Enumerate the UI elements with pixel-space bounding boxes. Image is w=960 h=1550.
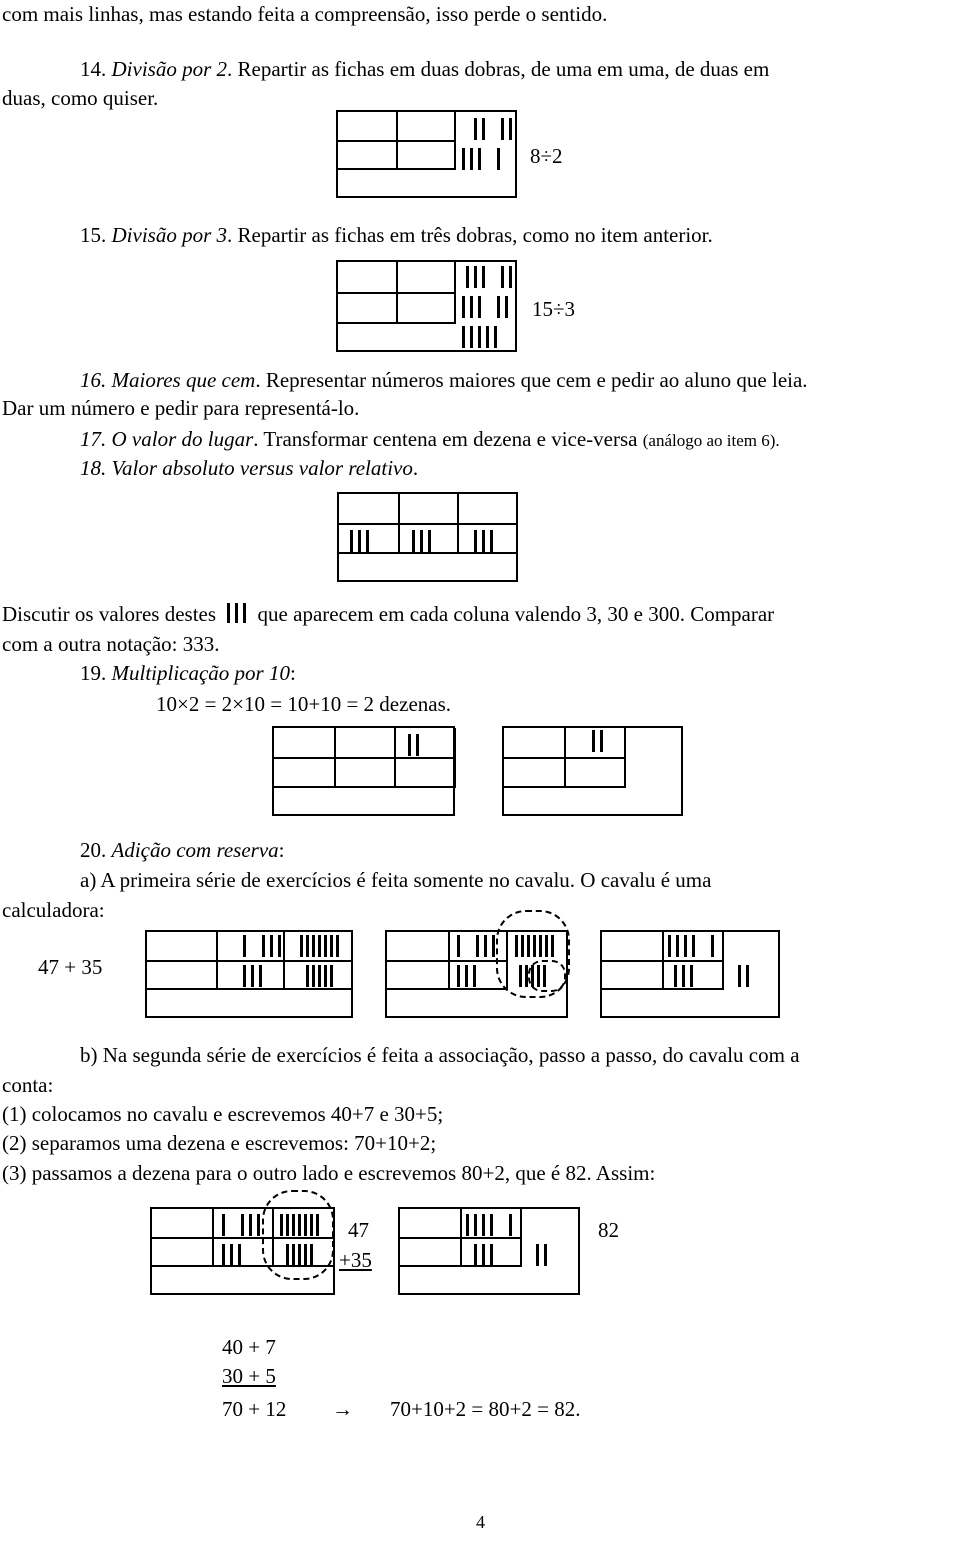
tally-marks xyxy=(474,530,493,552)
page-number: 4 xyxy=(476,1512,485,1532)
abacus-grid xyxy=(272,726,455,816)
division-label: 15÷3 xyxy=(532,297,576,321)
tally-marks xyxy=(738,965,749,987)
tally-marks xyxy=(668,935,714,957)
computation-result: 70+10+2 = 80+2 = 82. xyxy=(390,1397,581,1421)
number-82: 82 xyxy=(598,1218,619,1242)
tally-marks xyxy=(536,1244,547,1266)
text-line: com a outra notação: 333. xyxy=(2,632,220,656)
item-17-line: 17. O valor do lugar. Transformar centena em dezena e vice-versa (análogo ao item 6). xyxy=(80,427,780,451)
text-line: com mais linhas, mas estando feita a compreensão, isso perde o sentido. xyxy=(2,2,608,26)
tally-marks xyxy=(457,935,495,957)
sum-label: 47 + 35 xyxy=(38,955,103,979)
text-line: duas, como quiser. xyxy=(2,86,159,110)
number-47: 47 xyxy=(348,1218,369,1242)
division-label: 8÷2 xyxy=(530,144,563,168)
tally-marks xyxy=(408,734,419,756)
tally-marks xyxy=(412,530,431,552)
equation: 10×2 = 2×10 = 10+10 = 2 dezenas. xyxy=(156,692,452,716)
tally-marks xyxy=(462,148,500,170)
text-line: Discutir os valores destes que aparecem em cada coluna valendo 3, 30 e 300. Comparar xyxy=(2,602,775,626)
tally-marks xyxy=(466,266,512,288)
number-35: +35 xyxy=(339,1248,372,1272)
text-line: (1) colocamos no cavalu e escrevemos 40+7 e 30+5; xyxy=(2,1102,444,1126)
dashed-regroup-outline xyxy=(262,1190,334,1280)
tally-marks xyxy=(474,118,512,140)
tally-marks xyxy=(243,965,262,987)
text-line: a) A primeira série de exercícios é feita somente no cavalu. O cavalu é uma xyxy=(80,868,712,892)
text-line: (2) separamos uma dezena e escrevemos: 70+10+2; xyxy=(2,1131,437,1155)
item-20-line: 20. Adição com reserva: xyxy=(80,838,285,862)
tally-marks xyxy=(674,965,693,987)
tally-marks xyxy=(350,530,369,552)
item-19-line: 19. Multiplicação por 10: xyxy=(80,661,296,685)
tally-marks xyxy=(306,965,333,987)
tally-inline xyxy=(227,603,246,623)
computation-line: 40 + 7 xyxy=(222,1335,276,1359)
item-18-line: 18. Valor absoluto versus valor relativo. xyxy=(80,456,419,480)
item-15-line: 15. Divisão por 3. Repartir as fichas em três dobras, como no item anterior. xyxy=(80,223,713,247)
tally-marks xyxy=(300,935,339,957)
tally-marks xyxy=(474,1244,493,1266)
tally-marks xyxy=(222,1214,260,1236)
text-line: conta: xyxy=(2,1073,54,1097)
computation-line: 30 + 5 xyxy=(222,1364,276,1388)
text-line: calculadora: xyxy=(2,898,105,922)
text-line: b) Na segunda série de exercícios é feita a associação, passo a passo, do cavalu com a xyxy=(80,1043,800,1067)
tally-marks xyxy=(462,296,508,318)
tally-marks xyxy=(457,965,476,987)
arrow-icon: → xyxy=(332,1397,353,1421)
tally-marks xyxy=(466,1214,512,1236)
item-16-line: 16. Maiores que cem. Representar números maiores que cem e pedir ao aluno que leia. xyxy=(80,368,808,392)
text-line: (3) passamos a dezena para o outro lado e escrevemos 80+2, que é 82. Assim: xyxy=(2,1161,656,1185)
tally-marks xyxy=(592,730,603,752)
tally-marks xyxy=(222,1244,241,1266)
dashed-dozen-outline xyxy=(528,960,566,992)
text-line: Dar um número e pedir para representá-lo. xyxy=(2,396,360,420)
item-14-line: 14. Divisão por 2. Repartir as fichas em duas dobras, de uma em uma, de duas em xyxy=(80,57,770,81)
tally-marks xyxy=(243,935,281,957)
tally-marks xyxy=(462,326,497,348)
computation-line: 70 + 12 xyxy=(222,1397,287,1421)
